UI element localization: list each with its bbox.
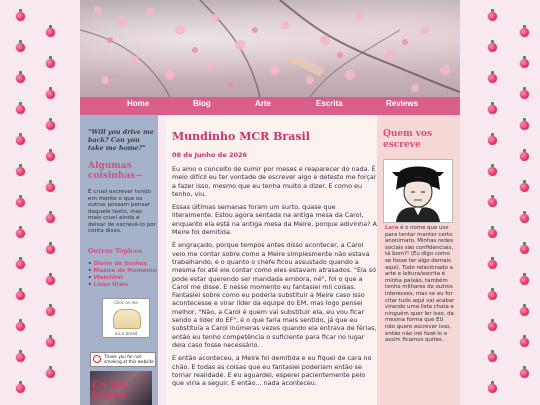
- strawberry-dot-icon: [488, 260, 497, 269]
- main-navigation: [80, 97, 460, 115]
- page: [80, 0, 460, 405]
- strawberry-dot-icon: [488, 12, 497, 21]
- strawberry-dot-icon: [16, 384, 25, 393]
- nav-blog-link[interactable]: Blog: [193, 99, 211, 108]
- sidebar-text: É cruel escrever tendo em mente o que os outros possam pensar daquele texto, mas mais cruel ainda é deixar de escrevê-lo por conta disso.: [88, 189, 156, 234]
- strawberry-dot-icon: [46, 307, 55, 316]
- strawberry-dot-icon: [488, 136, 497, 145]
- no-smoking-badge: [90, 352, 156, 367]
- strawberry-dot-icon: [46, 276, 55, 285]
- strawberry-dot-icon: [46, 152, 55, 161]
- author-bio: [385, 225, 455, 344]
- strawberry-dot-icon: [520, 90, 529, 99]
- strawberry-dot-icon: [488, 353, 497, 362]
- bread-button-badge[interactable]: [102, 298, 150, 338]
- strawberry-dot-icon: [46, 214, 55, 223]
- strawberry-dot-icon: [16, 260, 25, 269]
- avatar-badge-text: Co try hapen: [92, 380, 127, 401]
- author-bio-text: é o nome que uso para tentar manter certo anonimato. Minhas redes sociais são confidenciais, tá bom?! (Eu digo como se fosse ter algo demais aqui). Tudo relacionado a arte e leitura/escrita é minha paixão, também tenho milhares de outros interesses, mas se eu for citar tudo aqui vai acabar virando uma lista chata e ninguém quer ler isso, da mesma forma que EU não quero escrever isso, então não irei fazê-lo e assim ficamos quites.: [385, 225, 455, 344]
- strawberry-dot-icon: [488, 291, 497, 300]
- strawberry-dot-icon: [46, 183, 55, 192]
- bread-badge-top-text: Click on me: [114, 300, 138, 305]
- avatar-badge: [90, 371, 152, 405]
- strawberry-dot-icon: [488, 105, 497, 114]
- right-sidebar: [377, 115, 460, 405]
- strawberry-dot-icon: [16, 198, 25, 207]
- strawberry-dot-icon: [488, 322, 497, 331]
- strawberry-dot-icon: [520, 152, 529, 161]
- bread-badge-bottom-text: a.k.a bread: [114, 331, 138, 336]
- cherry-blossom-illustration: [80, 0, 460, 97]
- nav-home-link[interactable]: Home: [127, 99, 150, 108]
- left-sidebar: [80, 115, 158, 405]
- strawberry-dot-icon: [46, 121, 55, 130]
- strawberry-dot-icon: [520, 276, 529, 285]
- strawberry-dot-icon: [46, 28, 55, 37]
- author-photo: [383, 159, 453, 223]
- strawberry-dot-icon: [16, 353, 25, 362]
- strawberry-dot-icon: [520, 245, 529, 254]
- strawberry-dot-icon: [16, 291, 25, 300]
- strawberry-dot-icon: [520, 214, 529, 223]
- no-smoking-text: Thank you for not smoking at this website: [104, 354, 154, 364]
- topic-link-watchlist[interactable]: • Watchlist: [88, 275, 158, 282]
- other-topics-heading: Outros Tópicos: [88, 247, 143, 255]
- topic-link-current-music[interactable]: • Música do Momento: [88, 268, 158, 275]
- blog-post: [166, 115, 382, 405]
- strawberry-dot-icon: [520, 183, 529, 192]
- strawberry-dot-icon: [16, 105, 25, 114]
- strawberry-dot-icon: [520, 338, 529, 347]
- strawberry-dot-icon: [46, 338, 55, 347]
- strawberry-dot-icon: [488, 43, 497, 52]
- sidebar-quote: "Will you drive me back? Can you take me home?": [88, 128, 154, 152]
- author-illustration: [384, 160, 452, 222]
- strawberry-dot-icon: [520, 121, 529, 130]
- post-paragraph: Eu amo o conceito de sumir por meses e reaparecer do nada. É meio difícil eu ter vontade de escrever algo e detesto me forçar a fazer isso, mesmo que eu tenha muito a dizer. E como eu tenho, viu.: [172, 165, 377, 198]
- topic-link-dream-diary[interactable]: • Diário de Sonhos: [88, 261, 158, 268]
- sidebar-title: Algumas coisinhas~: [88, 161, 143, 181]
- no-smoking-icon: [93, 355, 101, 363]
- header-banner: [80, 0, 460, 97]
- strawberry-dot-icon: [488, 198, 497, 207]
- strawberry-dot-icon: [488, 229, 497, 238]
- nav-escrita-link[interactable]: Escrita: [316, 99, 343, 108]
- strawberry-dot-icon: [46, 245, 55, 254]
- strawberry-dot-icon: [520, 59, 529, 68]
- strawberry-dot-icon: [520, 369, 529, 378]
- post-paragraph: E então aconteceu, a Meire foi demitida e eu fiquei de cara no chão. E todas as coisas que eu fantasiei poderiam então se tornar realidade. E eu aguardei, esperei pacientemente pelo que viria a seguir. E então... nada aconteceu.: [172, 354, 372, 388]
- strawberry-dot-icon: [46, 59, 55, 68]
- post-paragraph: É engraçado, porque tempos antes disso acontecer, a Carol veio me contar sobre como a Meire simplesmente não estava trabalhando, e o quanto o chefe ficou assustado quando a mesma foi até ele contar como eles estavam atrasados. "Ela só pode estar querendo ser mandada embora, né", foi o que a Carol me disse. E nesse momento eu fantasiei mil coisas. Fantasiei sobre como eu poderia substituir a Meire caso isso acontecesse e virar líder da equipe do EM, mas logo pensei melhor, "Não, a Carol é quem vai substituir ela, eu vou ficar sendo a líder do EF", é o que faria mais sentido, já que eu substituía a Carol inúmeras vezes quando ela entrava de férias, então eu tenho competência o suficiente para ficar no lugar dela caso fosse necessário.: [172, 241, 377, 349]
- strawberry-dot-icon: [520, 307, 529, 316]
- strawberry-dot-icon: [520, 28, 529, 37]
- other-topics-list: [88, 261, 158, 289]
- strawberry-dot-icon: [16, 229, 25, 238]
- strawberry-dot-icon: [16, 74, 25, 83]
- strawberry-dot-icon: [488, 384, 497, 393]
- post-title: Mundinho MCR Brasil: [172, 130, 310, 143]
- nav-reviews-link[interactable]: Reviews: [386, 99, 419, 108]
- strawberry-dot-icon: [46, 369, 55, 378]
- strawberry-dot-icon: [488, 167, 497, 176]
- post-body: [172, 165, 377, 392]
- topic-link-useful-links[interactable]: • Links Úteis: [88, 282, 158, 289]
- author-name: Lara: [385, 225, 399, 231]
- nav-arte-link[interactable]: Arte: [255, 99, 272, 108]
- strawberry-dot-icon: [16, 12, 25, 21]
- strawberry-dot-icon: [16, 136, 25, 145]
- post-date: 08 de Junho de 2026: [172, 151, 248, 159]
- strawberry-dot-icon: [46, 90, 55, 99]
- about-heading: Quem vos escreve: [383, 129, 433, 150]
- bread-icon: [113, 309, 141, 329]
- post-paragraph: Essas últimas semanas foram um surto, quase que literalmente. Estou agora sentada na antiga mesa da Carol, enquanto ela está na antiga mesa da Meire, porque adivinha? A Meire foi demitida.: [172, 203, 377, 237]
- strawberry-dot-icon: [16, 322, 25, 331]
- strawberry-dot-icon: [16, 43, 25, 52]
- strawberry-dot-icon: [488, 74, 497, 83]
- strawberry-dot-icon: [16, 167, 25, 176]
